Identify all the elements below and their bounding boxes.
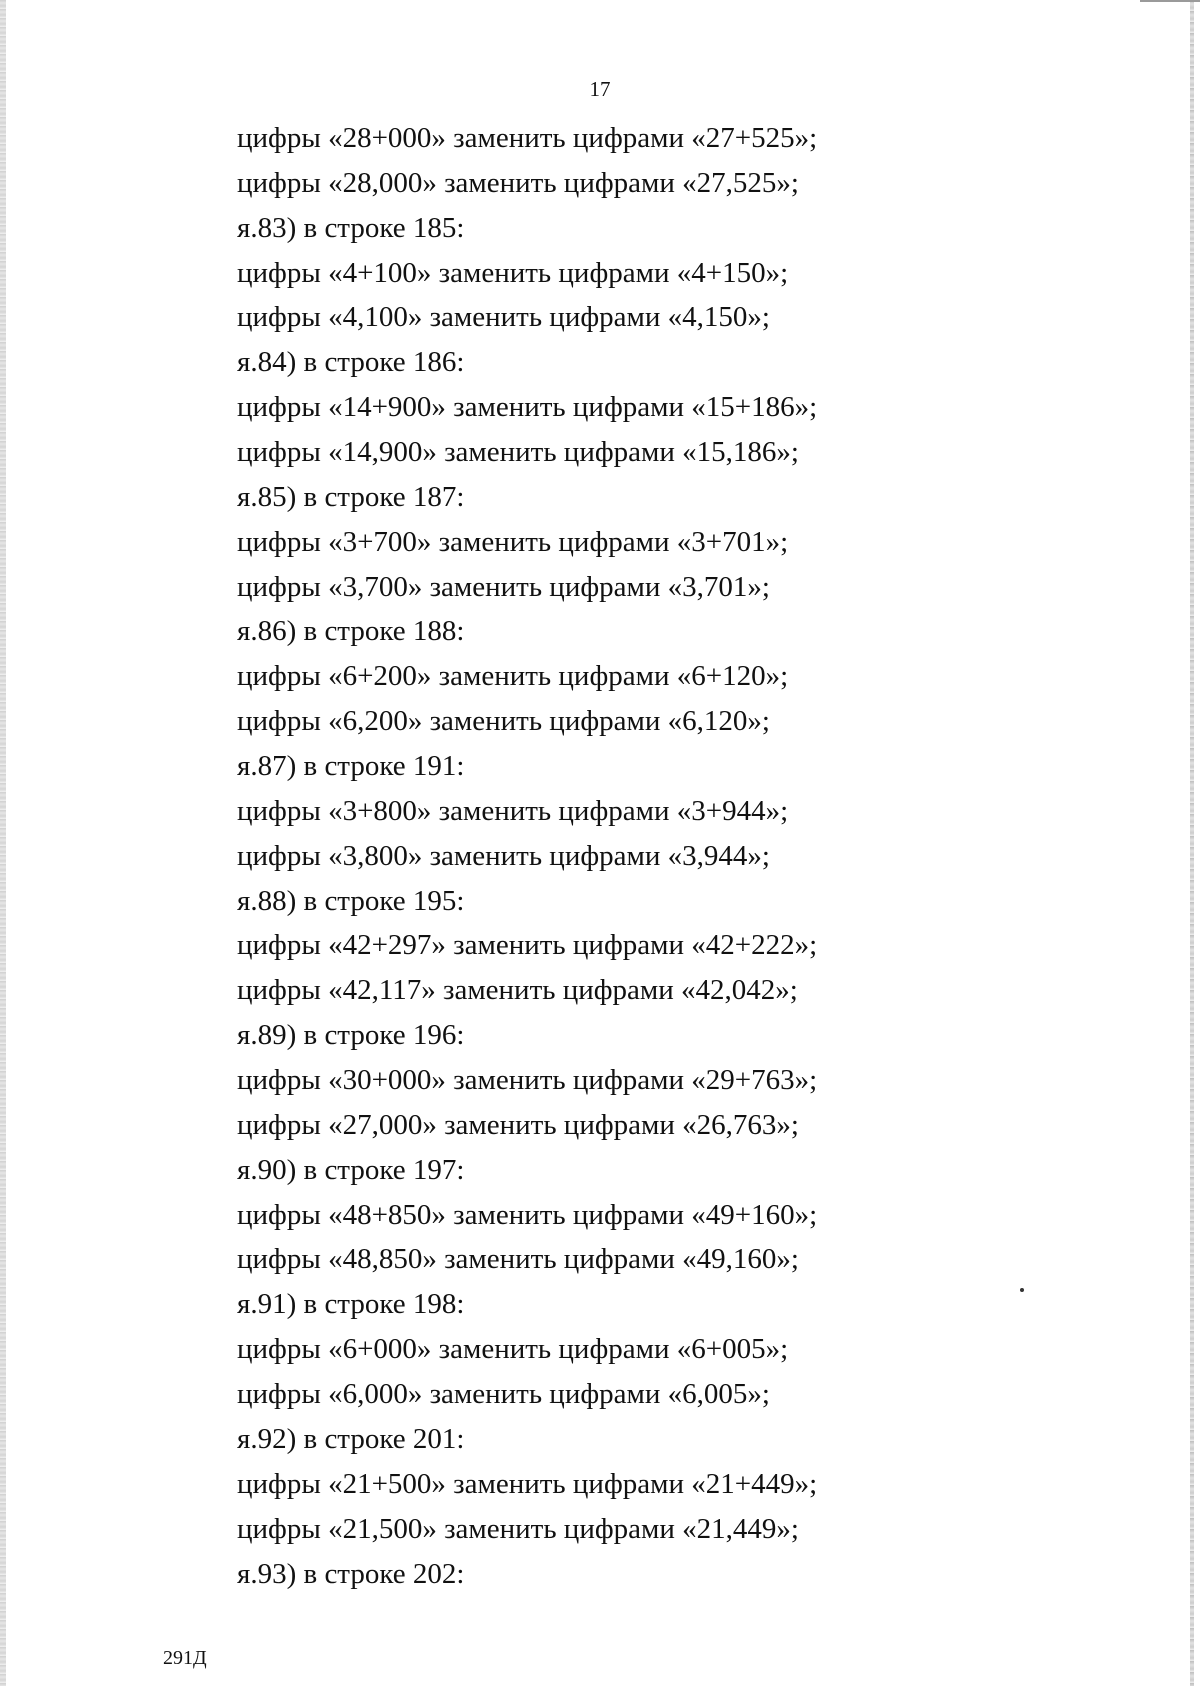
subitem-heading: я.93) в строке 202: [237, 1557, 465, 1590]
subitem-heading: я.87) в строке 191: [237, 750, 465, 783]
scan-speck [1020, 1288, 1024, 1292]
amendment-line: цифры «4,100» заменить цифрами «4,150»; [237, 301, 770, 334]
amendment-line: цифры «6+200» заменить цифрами «6+120»; [237, 660, 789, 693]
amendment-line: цифры «28,000» заменить цифрами «27,525»; [237, 166, 799, 199]
scan-edge-left [0, 0, 6, 1686]
subitem-heading: я.91) в строке 198: [237, 1288, 465, 1321]
amendment-line: цифры «28+000» заменить цифрами «27+525»; [237, 122, 818, 154]
amendment-line: цифры «3+700» заменить цифрами «3+701»; [237, 525, 789, 558]
scan-edge-right [1190, 0, 1194, 1686]
amendment-line: цифры «4+100» заменить цифрами «4+150»; [237, 256, 789, 289]
amendment-line: цифры «3,800» заменить цифрами «3,944»; [237, 839, 770, 872]
subitem-heading: я.83) в строке 185: [237, 211, 465, 244]
scan-edge-corner [1140, 0, 1200, 2]
amendment-line: цифры «6,000» заменить цифрами «6,005»; [237, 1378, 770, 1411]
subitem-heading: я.88) в строке 195: [237, 884, 465, 917]
subitem-heading: я.84) в строке 186: [237, 346, 465, 379]
page-number: 17 [589, 77, 611, 101]
amendment-line: цифры «3,700» заменить цифрами «3,701»; [237, 570, 770, 603]
amendment-line: цифры «6,200» заменить цифрами «6,120»; [237, 705, 770, 738]
document-code: 291Д [163, 1647, 207, 1669]
subitem-heading: я.85) в строке 187: [237, 480, 465, 513]
amendment-list [237, 116, 1097, 1596]
amendment-line: цифры «21,500» заменить цифрами «21,449»; [237, 1512, 799, 1545]
subitem-heading: я.90) в строке 197: [237, 1153, 465, 1186]
amendment-line: цифры «48,850» заменить цифрами «49,160»; [237, 1243, 799, 1276]
amendment-line: цифры «14+900» заменить цифрами «15+186»; [237, 391, 818, 424]
amendment-line: цифры «48+850» заменить цифрами «49+160»; [237, 1198, 818, 1231]
subitem-heading: я.92) в строке 201: [237, 1422, 465, 1455]
amendment-line: цифры «30+000» заменить цифрами «29+763»; [237, 1064, 818, 1097]
amendment-line: цифры «27,000» заменить цифрами «26,763»; [237, 1108, 799, 1141]
amendment-line: цифры «42,117» заменить цифрами «42,042»; [237, 974, 798, 1007]
amendment-line: цифры «42+297» заменить цифрами «42+222»; [237, 929, 818, 962]
subitem-heading: я.89) в строке 196: [237, 1019, 465, 1052]
amendment-line: цифры «6+000» заменить цифрами «6+005»; [237, 1333, 789, 1366]
amendment-line: цифры «3+800» заменить цифрами «3+944»; [237, 794, 789, 827]
amendment-line: цифры «14,900» заменить цифрами «15,186»; [237, 436, 799, 469]
subitem-heading: я.86) в строке 188: [237, 615, 465, 648]
amendment-line: цифры «21+500» заменить цифрами «21+449»; [237, 1467, 818, 1500]
